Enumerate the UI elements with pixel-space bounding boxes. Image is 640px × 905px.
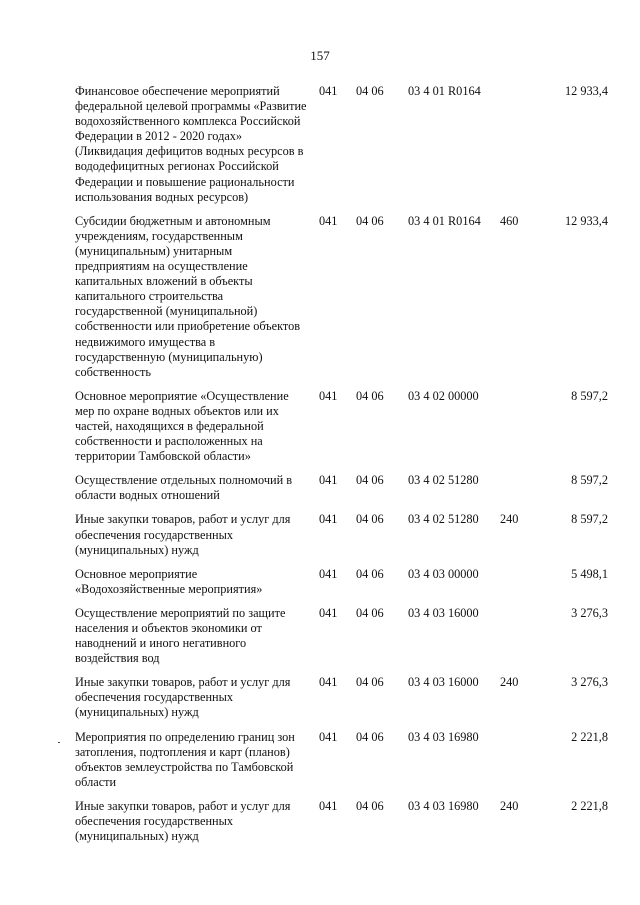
section-code: 04 06: [356, 675, 384, 690]
ministry-code: 041: [319, 798, 338, 813]
table-row: [75, 730, 608, 790]
row-description: Иные закупки товаров, работ и услуг для обеспечения государственных (муниципальных) нужд: [75, 675, 291, 720]
table-row: [75, 799, 608, 844]
article-code: 03 4 02 00000: [408, 388, 479, 403]
amount: 2 221,8: [571, 798, 608, 813]
row-description: Основное мероприятие «Водохозяйственные мероприятия»: [75, 566, 263, 596]
table-row: [75, 606, 608, 666]
ministry-code: 041: [319, 84, 338, 98]
row-description: Мероприятия по определению границ зон затопления, подтопления и карт (планов) объектов землеустройства по Тамбовской области: [75, 729, 295, 789]
table-row: [75, 567, 608, 597]
section-code: 04 06: [356, 798, 384, 813]
ministry-code: 041: [319, 605, 338, 620]
expense-type-code: 460: [500, 213, 519, 228]
article-code: 03 4 03 16000: [408, 675, 479, 690]
ministry-code: 041: [319, 566, 338, 581]
section-code: 04 06: [356, 213, 384, 228]
margin-mark: [58, 742, 60, 743]
amount: 8 597,2: [571, 388, 608, 403]
budget-table: [75, 84, 608, 853]
ministry-code: 041: [319, 512, 338, 527]
ministry-code: 041: [319, 213, 338, 228]
amount: 12 933,4: [564, 213, 608, 228]
expense-type-code: 240: [500, 675, 519, 690]
ministry-code: 041: [319, 729, 338, 744]
section-code: 04 06: [356, 473, 384, 488]
amount: 8 597,2: [571, 512, 608, 527]
article-code: 03 4 03 16980: [408, 729, 479, 744]
article-code: 03 4 01 R0164: [408, 213, 481, 228]
page-number: 157: [310, 48, 330, 63]
section-code: 04 06: [356, 605, 384, 620]
amount: 8 597,2: [571, 473, 608, 488]
table-row: [75, 675, 608, 720]
row-description: Финансовое обеспечение мероприятий федеральной целевой программы «Развитие водохозяйственного комплекса Российской Федерации в 2012 - 2020 годах» (Ликвидация дефицитов водных ресурсов в вододефицитных регионах Российской Федерации и повышение рациональности использования водных ресурсов): [75, 84, 307, 204]
ministry-code: 041: [319, 473, 338, 488]
amount: 2 221,8: [571, 729, 608, 744]
table-row: [75, 473, 608, 503]
table-row: [75, 389, 608, 464]
article-code: 03 4 02 51280: [408, 512, 479, 527]
row-description: Иные закупки товаров, работ и услуг для обеспечения государственных (муниципальных) нужд: [75, 512, 291, 557]
amount: 12 933,4: [564, 84, 608, 98]
row-description: Основное мероприятие «Осуществление мер по охране водных объектов или их частей, находящихся в федеральной собственности и расположенных на территории Тамбовской области»: [75, 388, 289, 464]
section-code: 04 06: [356, 388, 384, 403]
article-code: 03 4 03 16000: [408, 605, 479, 620]
table-row: [75, 512, 608, 557]
table-row: [75, 214, 608, 380]
article-code: 03 4 03 00000: [408, 566, 479, 581]
amount: 3 276,3: [571, 675, 608, 690]
section-code: 04 06: [356, 566, 384, 581]
amount: 5 498,1: [571, 566, 608, 581]
article-code: 03 4 02 51280: [408, 473, 479, 488]
expense-type-code: 240: [500, 512, 519, 527]
section-code: 04 06: [356, 512, 384, 527]
ministry-code: 041: [319, 388, 338, 403]
section-code: 04 06: [356, 729, 384, 744]
article-code: 03 4 01 R0164: [408, 84, 481, 98]
row-description: Субсидии бюджетным и автономным учреждениям, государственным (муниципальным) унитарным предприятиям на осуществление капитальных вложений в объекты капитального строительства государственной (муниципальной) собственности или приобретение объектов недвижимого имущества в государственную (муниципальную) собственность: [75, 213, 301, 379]
expense-type-code: 240: [500, 798, 519, 813]
row-description: Иные закупки товаров, работ и услуг для обеспечения государственных (муниципальных) нужд: [75, 798, 291, 844]
row-description: Осуществление отдельных полномочий в области водных отношений: [75, 473, 293, 503]
row-description: Осуществление мероприятий по защите населения и объектов экономики от наводнений и иного негативного воздействия вод: [75, 605, 286, 666]
table-row: [75, 84, 608, 205]
amount: 3 276,3: [571, 605, 608, 620]
section-code: 04 06: [356, 84, 384, 98]
ministry-code: 041: [319, 675, 338, 690]
article-code: 03 4 03 16980: [408, 798, 479, 813]
